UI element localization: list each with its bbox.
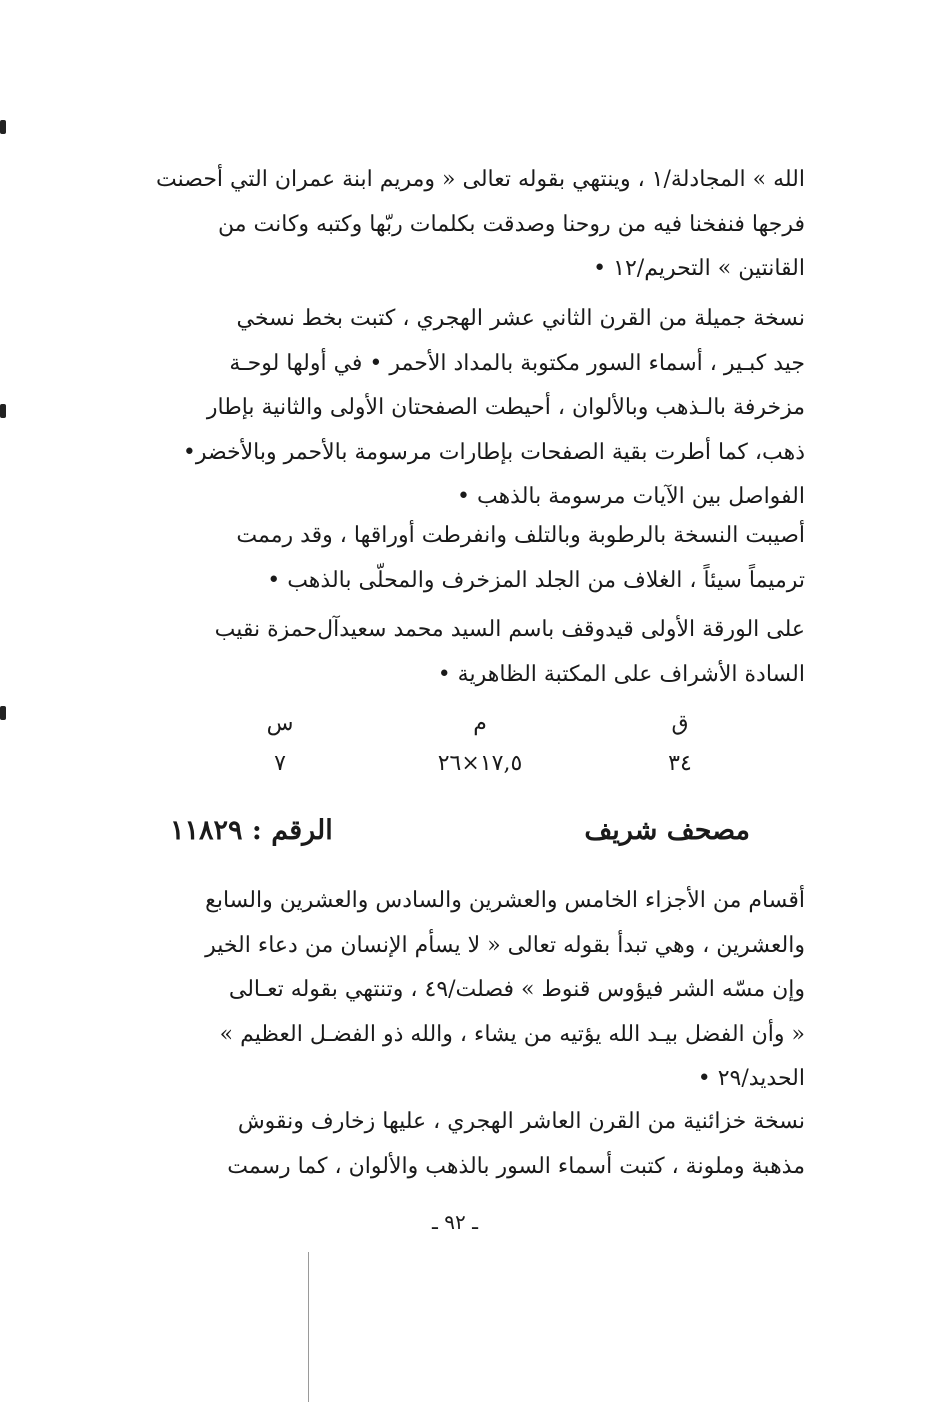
record-title: مصحف شريف [584, 814, 750, 846]
text-line: على الورقة الأولى قيدوقف باسم السيد محمد سعيدآل‌حمزة نقيب [214, 617, 805, 642]
stat-header-leaves: ق [671, 711, 689, 736]
record-number: الرقم : ١١٨٢٩ [170, 814, 333, 846]
paragraph-contents [150, 879, 805, 1102]
paragraph-verse-end [150, 158, 805, 292]
text-line: فرجها فنفخنا فيه من روحنا وصدقت بكلمات ربّها وكتبه وكانت من [217, 211, 805, 237]
binding-mark [0, 120, 6, 134]
stat-header-lines: س [266, 711, 294, 736]
binding-mark [0, 404, 6, 418]
page-number: ـ ٩٢ ـ [432, 1210, 478, 1234]
text-line: ترميماً سيئاً ، الغلاف من الجلد المزخرف والمحلّى بالذهب • [267, 567, 805, 593]
stat-header-size: م [473, 711, 487, 736]
text-line: مذهبة وملونة ، كتبت أسماء السور بالذهب والألوان ، كما رسمت [227, 1153, 805, 1179]
text-line: نسخة جميلة من القرن الثاني عشر الهجري ، كتبت بخط نسخي [236, 306, 805, 331]
paragraph-endowment [150, 608, 805, 697]
text-line: « وأن الفضل بيـد الله يؤتيه من يشاء ، والله ذو الفضـل العظيم » [219, 1021, 805, 1047]
binding-mark [0, 706, 6, 720]
text-line: السادة الأشراف على المكتبة الظاهرية • [437, 661, 805, 687]
paragraph-condition [150, 514, 805, 603]
text-line: نسخة خزائنية من القرن العاشر الهجري ، عليها زخارف ونقوش [237, 1109, 805, 1134]
stat-value-leaves: ٣٤ [668, 751, 692, 776]
text-line: والعشرين ، وهي تبدأ بقوله تعالى « لا يسأم الإنسان من دعاء الخير [205, 932, 805, 958]
text-line: مزخرفة بالـذهب وبالألوان ، أحيطت الصفحتان الأولى والثانية بإطار [206, 395, 805, 420]
text-line: جيد كبـير ، أسماء السور مكتوبة بالمداد الأحمر • في أولها لوحـة [229, 350, 805, 376]
stats-header-row [220, 706, 740, 742]
text-line: أقسام من الأجزاء الخامس والعشرين والسادس والعشرين والسابع [205, 888, 805, 913]
record-heading [170, 808, 750, 852]
text-line: القانتين » التحريم/١٢ • [593, 256, 805, 281]
stat-value-size: ١٧,٥×٢٦ [437, 751, 523, 776]
paragraph-manuscript-description [150, 297, 805, 520]
text-line: الفواصل بين الآيات مرسومة بالذهب • [457, 484, 805, 509]
scan-artifact-line [308, 1252, 309, 1402]
text-line: الله » المجادلة/١ ، وينتهي بقوله تعالى « ومريم ابنة عمران التي أحصنت [156, 167, 805, 192]
text-line: الحديد/٢٩ • [697, 1066, 805, 1091]
text-line: أصيبت النسخة بالرطوبة وبالتلف وانفرطت أوراقها ، وقد رممت [236, 523, 805, 548]
paragraph-manuscript-description-2 [150, 1100, 805, 1189]
stat-value-lines: ٧ [274, 751, 286, 776]
text-line: ذهب، كما أطرت بقية الصفحات بإطارات مرسومة بالأحمر وبالأخضر• [182, 439, 805, 465]
text-line: وإن مسّه الشر فيؤوس قنوط » فصلت/٤٩ ، وتنتهي بقوله تعـالى [228, 977, 805, 1002]
stats-value-row [220, 746, 740, 782]
